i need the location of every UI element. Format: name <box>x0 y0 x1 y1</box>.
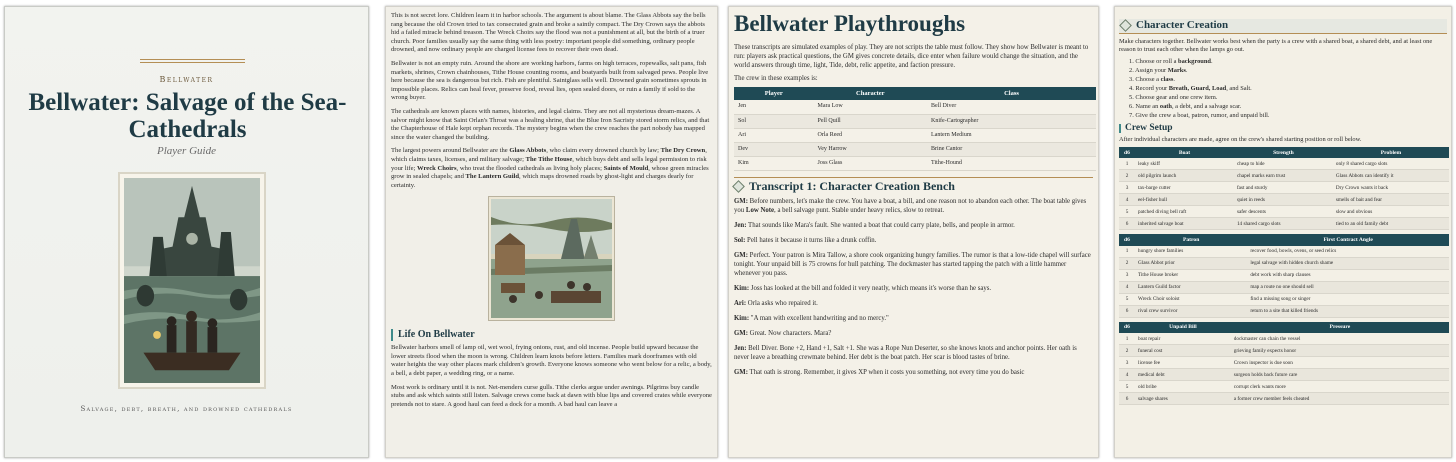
list-item: 6. Name an oath, a debt, and a salvage scar. <box>1129 102 1242 110</box>
table-row: 4 eel-fisher hull quiet in reeds smells of bait and fear <box>1119 194 1449 206</box>
table-row: 4 medical debt surgeon holds back future care <box>1119 369 1449 381</box>
cover-illustration <box>118 172 266 389</box>
crew-header-player: Player <box>734 87 814 100</box>
crew-setup-intro: After individual characters are made, agree on the crew's shared starting position or roll below. <box>1119 135 1362 143</box>
table-header: First Contract Angle <box>1247 234 1449 245</box>
harbor-illustration <box>488 196 615 321</box>
transcript-line: GM: Great. Now characters. Mara? <box>734 329 832 337</box>
table-row: 3 license fee Crown inspector is due soon <box>1119 357 1449 369</box>
table-row: Ari Orla Reed Lantern Medium <box>734 128 1096 142</box>
cover-kicker: Bellwater <box>159 75 214 84</box>
list-item: 2. Assign your Marks. <box>1129 66 1188 74</box>
table-row: 6 inherited salvage boat 14 shared cargo slots tied to an old family debt <box>1119 218 1449 230</box>
table-row: 5 Wreck Choir soloist find a missing song or singer <box>1119 293 1449 305</box>
creation-intro: Make characters together. Bellwater works best when the party is a crew with a shared boat, a shared debt, and at least one reason to trust each other when the lamps go out. <box>1119 38 1433 54</box>
factions-paragraph: The largest powers around Bellwater are the Glass Abbots, who claim every drowned church by law; The Dry Crown, which claims taxes, licenses, and military salvage; The Tithe House, which buys debt and sells legal permission to risk your life; Wreck Choirs, who treat the flooded cathedrals as living holy places; Saints of Mould, whose green miracles grow in sealed chapels; and The Lantern Guild, which maps drowned roads by ghost-light and charges dearly for certainty. <box>391 147 709 189</box>
table-row: 1 boat repair dockmaster can chain the vessel <box>1119 333 1449 345</box>
lore-page <box>385 6 718 458</box>
transcript-line: Jen: That sounds like Mara's fault. She wanted a boat that could carry plate, bells, and people in armor. <box>734 221 1015 229</box>
list-item: 1. Choose or roll a background. <box>1129 57 1213 65</box>
transcript-line: GM: Perfect. Your patron is Mira Tallow, a shore cook organizing hungry families. The rumor is that a low-tide chapel will surface tonight. Your unpaid bill is 75 crowns for hull patching. The dockmaster has started tapping the patch with a little hammer whenever you pass. <box>734 251 1091 277</box>
lore-paragraph: This is not secret lore. Children learn it in harbor schools. The argument is about blame. The Glass Abbots say the bells rang because the old Crown tried to tax consecrated grain and broke a saintly compact. The Dry Crown says the abbots hid a failed miracle behind treason. The Wreck Choirs say the flood was not a punishment at all, but the birth of a truer church. Poor families usually say the same thing with less poetry: important people did something, ordinary people drowned, and now ordinary people are charged license fees to recover their own dead. <box>391 12 706 54</box>
transcript-line: Kim: Joss has looked at the bill and folded it very neatly, which means it's worse than he says. <box>734 284 992 292</box>
transcript-line: Sol: Pell hates it because it turns like a drunk coffin. <box>734 236 877 244</box>
creation-steps-list <box>1129 58 1447 120</box>
table-row: 1 hungry shore families recover food, bowls, ovens, or seed relics <box>1119 246 1449 258</box>
table-row: Sol Pell Quill Knife-Cartographer <box>734 114 1096 128</box>
table-header: Pressure <box>1231 322 1449 333</box>
table-row: 2 old pilgrim launch chapel marks earn trust Glass Abbots can identify it <box>1119 170 1449 182</box>
section-heading-life: Life On Bellwater <box>391 329 712 341</box>
crew-table <box>734 87 1096 171</box>
crew-setup-heading: Crew Setup <box>1119 124 1447 132</box>
transcript-line: Jen: Bell Diver. Bone +2, Hand +1, Salt +1. She was a Rope Nun Deserter, so she knows knots and anchor points. Her oath is never leave a breathing crewmate behind. Her debt is the boat patch. Her scar is blood tastes of brine. <box>734 344 1077 361</box>
table-header: d6 <box>1119 234 1135 245</box>
table-header: Boat <box>1135 147 1234 158</box>
table-header: Patron <box>1135 234 1247 245</box>
crew-label: The crew in these examples is: <box>734 75 818 82</box>
table-row: 2 Glass Abbot prior legal salvage with hidden church shame <box>1119 257 1449 269</box>
playthroughs-title: Bellwater Playthroughs <box>734 11 966 36</box>
creation-heading: Character Creation <box>1119 19 1447 34</box>
life-paragraph: Bellwater harbors smell of lamp oil, wet wool, frying onions, rust, and old incense. People build upward because the lower streets flood when the moon is wrong. Children learn knots before letters. Families mark doorframes with old water heights the way other places mark children's growth. Everyone knows someone who went below for a relic, a body, a bell, a debt paper, a wedding ring, or a name. <box>391 344 712 378</box>
table-row: 6 salvage shares a former crew member feels cheated <box>1119 393 1449 405</box>
table-row: 6 rival crew survivor return to a site that killed friends <box>1119 305 1449 317</box>
list-item: 7. Give the crew a boat, patron, rumor, and unpaid bill. <box>1129 111 1270 119</box>
crew-header-character: Character <box>814 87 927 100</box>
cover-subtitle: Player Guide <box>157 145 216 157</box>
life-paragraph: Most work is ordinary until it is not. Net-menders curse gulls. Tithe clerks argue under awnings. Pilgrims buy candle stubs and ask which saints still listen. Salvage crews come back at dawn with blue lips and covered crates while everyone pretends not to stare. A good haul can feed a dock for a month. A bad haul can leave a <box>391 383 712 408</box>
table-row: 5 patched diving bell raft safer descents slow and obvious <box>1119 206 1449 218</box>
table-row: 2 funeral cost grieving family expects honor <box>1119 345 1449 357</box>
table-row: 3 Tithe House broker debt work with sharp clauses <box>1119 269 1449 281</box>
lore-paragraph: Bellwater is not an empty ruin. Around the shore are working harbors, farms on high terraces, ropewalks, salt pans, fish markets, shrines, Crown chainhouses, Tithe House counting rooms, and boatyards built from salvaged pews. People live here because the sea is dangerous but rich. Fish are plentiful. Saintglass sells well. Drowned grain sometimes sprouts in impossible places. Relics can heal fever, preserve food, reveal lies, open sealed doors, or ruin a family if sold to the wrong buyer. <box>391 59 709 102</box>
table-header: Strength <box>1234 147 1333 158</box>
table-row: Jen Mara Low Bell Diver <box>734 100 1096 114</box>
bill-roll-table <box>1119 322 1449 405</box>
cover-title: Bellwater: Salvage of the Sea-Cathedrals <box>28 89 347 143</box>
table-row: 5 old bribe corrupt clerk wants more <box>1119 381 1449 393</box>
patron-roll-table <box>1119 234 1449 317</box>
boat-roll-table <box>1119 147 1449 230</box>
table-header: d6 <box>1119 322 1135 333</box>
table-row: Dev Vey Harrow Brine Cantor <box>734 142 1096 156</box>
table-row: 1 leaky skiff cheap to hide only 8 shared cargo slots <box>1119 158 1449 170</box>
cover-tagline: Salvage, debt, breath, and drowned cathedrals <box>80 405 293 413</box>
harbor-scene-illustration <box>491 199 612 318</box>
transcript-heading: Transcript 1: Character Creation Bench <box>734 182 1093 191</box>
transcript-line: Kim: "A man with excellent handwriting and no mercy." <box>734 314 889 322</box>
diamond-icon <box>1119 19 1132 32</box>
playthroughs-page <box>728 6 1099 458</box>
table-row: 4 Lantern Guild factor map a route no one should sell <box>1119 281 1449 293</box>
list-item: 4. Record your Breath, Guard, Load, and Salt. <box>1129 84 1252 92</box>
crew-header-class: Class <box>927 87 1096 100</box>
character-creation-page <box>1114 6 1452 458</box>
playthroughs-intro: These transcripts are simulated examples of play. They are not scripts the table must follow. They show how Bellwater is meant to run: players ask practical questions, the GM gives concrete details, dice enter when failure would change the situation, and the world answers through time, light, Tide, debt, relic appetite, and faction pressure. <box>734 44 1089 69</box>
lore-paragraph: The cathedrals are known places with names, histories, and legal claims. They are not all mysterious dream-mazes. A salvor might know that Saint Orlan's Throat was a healing shrine, that the Blue Iron Sacristy stored storm relics, and that the Chapterhouse of Hale kept orphan records. The mystery begins when the crew reaches the part nobody has mapped since the water changed the building. <box>391 107 710 141</box>
diamond-icon <box>732 180 745 193</box>
table-header: Unpaid Bill <box>1135 322 1231 333</box>
transcript-line: Ari: Orla asks who repaired it. <box>734 299 818 307</box>
list-item: 3. Choose a class. <box>1129 75 1176 83</box>
table-header: d6 <box>1119 147 1135 158</box>
cover-page <box>4 6 369 458</box>
table-row: Kim Joss Glass Tithe-Hound <box>734 156 1096 170</box>
transcript-line: GM: That oath is strong. Remember, it gives XP when it costs you something, not every time you do basic <box>734 368 1025 376</box>
title-ornament-rule <box>140 59 245 63</box>
transcript-lines <box>734 197 1093 377</box>
section-divider <box>734 177 1093 178</box>
table-row: 3 tax-barge cutter fast and sturdy Dry Crown wants it back <box>1119 182 1449 194</box>
transcript-line: GM: Before numbers, let's make the crew. You have a boat, a bill, and one reason not to abandon each other. The boat table gives you Low Note, a bell salvage punt. Stable under heavy relics, slow to retreat. <box>734 197 1087 214</box>
cathedral-boat-illustration <box>124 178 260 383</box>
table-header: Problem <box>1333 147 1449 158</box>
list-item: 5. Choose gear and one crew item. <box>1129 93 1218 101</box>
